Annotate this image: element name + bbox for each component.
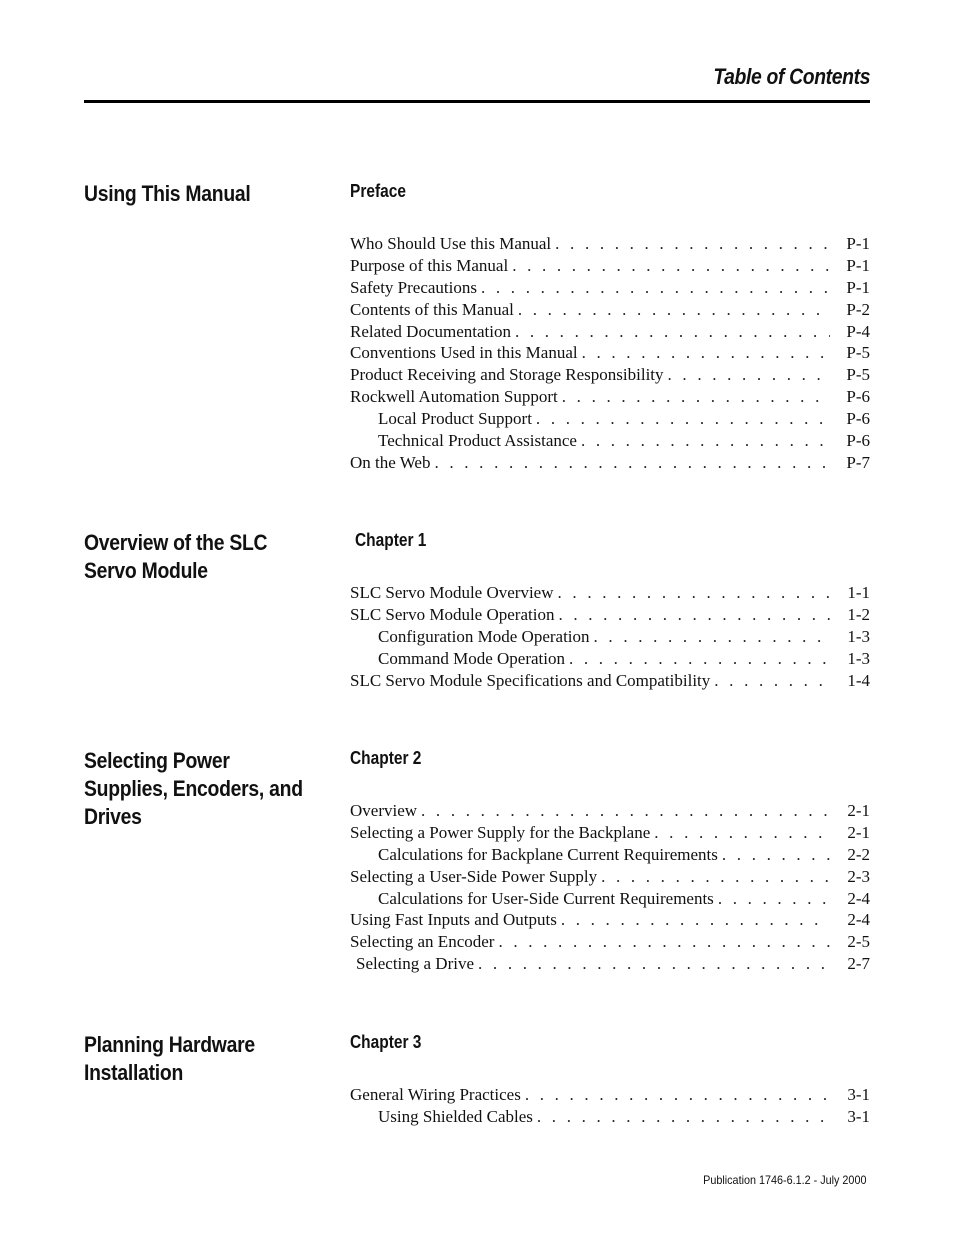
entry-page: 2-3 bbox=[847, 866, 870, 886]
entry-page: P-6 bbox=[846, 431, 870, 451]
toc-subentry[interactable] bbox=[350, 409, 870, 431]
leader-dots bbox=[562, 387, 830, 407]
toc-subentry[interactable] bbox=[350, 845, 870, 867]
toc-entry[interactable] bbox=[350, 671, 870, 693]
toc-subentry[interactable] bbox=[350, 649, 870, 671]
toc-entry[interactable] bbox=[350, 322, 870, 344]
entry-page: P-4 bbox=[846, 321, 870, 341]
entry-page: 2-5 bbox=[847, 932, 870, 952]
publication-footer: Publication 1746-6.1.2 - July 2000 bbox=[702, 1173, 866, 1187]
leader-dots bbox=[581, 431, 830, 451]
page-header bbox=[84, 62, 870, 103]
section-title: Overview of the SLC Servo Module bbox=[84, 530, 268, 583]
toc-subentry[interactable] bbox=[350, 1107, 870, 1129]
entry-page: 1-3 bbox=[847, 648, 870, 668]
entry-label: SLC Servo Module Operation bbox=[350, 604, 555, 624]
entry-label: Technical Product Assistance bbox=[378, 431, 577, 451]
toc-entry[interactable] bbox=[350, 387, 870, 409]
leader-dots bbox=[478, 954, 830, 974]
toc-entry-list bbox=[350, 1085, 870, 1129]
chapter-label: Chapter 3 bbox=[350, 1032, 422, 1052]
chapter-label: Chapter 1 bbox=[355, 530, 427, 550]
section-title: Using This Manual bbox=[84, 181, 251, 206]
leader-dots bbox=[714, 671, 830, 691]
entry-label: On the Web bbox=[350, 452, 431, 472]
leader-dots bbox=[722, 845, 830, 865]
entry-page: 1-4 bbox=[847, 670, 870, 690]
leader-dots bbox=[601, 867, 830, 887]
toc-subentry[interactable] bbox=[350, 627, 870, 649]
entry-label: Calculations for User-Side Current Requirements bbox=[378, 888, 714, 908]
leader-dots bbox=[582, 343, 830, 363]
entry-page: 1-2 bbox=[847, 604, 870, 624]
page-title: Table of Contents bbox=[713, 64, 870, 89]
entry-label: SLC Servo Module Overview bbox=[350, 583, 554, 602]
leader-dots bbox=[555, 234, 830, 254]
entry-label: Selecting a Drive bbox=[356, 954, 475, 974]
toc-entry[interactable] bbox=[350, 1085, 870, 1107]
leader-dots bbox=[537, 1107, 830, 1127]
toc-entry[interactable] bbox=[350, 605, 870, 627]
leader-dots bbox=[536, 409, 830, 429]
entry-label: Purpose of this Manual bbox=[350, 255, 509, 275]
entry-page: 2-1 bbox=[847, 822, 870, 842]
toc-entry[interactable] bbox=[350, 365, 870, 387]
section-title: Selecting Power Supplies, Encoders, and Drives bbox=[84, 748, 303, 829]
leader-dots bbox=[481, 278, 830, 298]
entry-label: Related Documentation bbox=[350, 321, 511, 341]
entry-label: General Wiring Practices bbox=[350, 1085, 521, 1104]
leader-dots bbox=[525, 1085, 830, 1105]
entry-page: P-5 bbox=[846, 343, 870, 363]
chapter-label: Preface bbox=[350, 181, 406, 201]
toc-entry-list bbox=[350, 801, 870, 976]
entry-page: P-2 bbox=[846, 299, 870, 319]
leader-dots bbox=[569, 649, 830, 669]
leader-dots bbox=[561, 910, 830, 930]
entry-page: P-5 bbox=[846, 365, 870, 385]
entry-page: 2-4 bbox=[847, 888, 870, 908]
leader-dots bbox=[512, 256, 830, 276]
entry-page: 1-1 bbox=[847, 583, 870, 602]
entry-page: 2-1 bbox=[847, 801, 870, 820]
entry-page: 3-1 bbox=[847, 1106, 870, 1126]
entry-label: Using Shielded Cables bbox=[378, 1106, 533, 1126]
entry-page: 2-2 bbox=[847, 844, 870, 864]
leader-dots bbox=[654, 823, 830, 843]
toc-entry[interactable] bbox=[350, 954, 870, 976]
entry-page: P-7 bbox=[846, 452, 870, 472]
entry-page: 2-7 bbox=[847, 954, 870, 974]
entry-label: SLC Servo Module Specifications and Compatibility bbox=[350, 670, 711, 690]
toc-subentry[interactable] bbox=[350, 889, 870, 911]
entry-label: Selecting a Power Supply for the Backplane bbox=[350, 822, 651, 842]
entry-label: Selecting a User-Side Power Supply bbox=[350, 866, 598, 886]
entry-label: Conventions Used in this Manual bbox=[350, 343, 578, 363]
entry-page: 1-3 bbox=[847, 626, 870, 646]
leader-dots bbox=[668, 365, 830, 385]
leader-dots bbox=[718, 889, 830, 909]
toc-entry[interactable] bbox=[350, 583, 870, 605]
toc-entry[interactable] bbox=[350, 343, 870, 365]
toc-entry[interactable] bbox=[350, 823, 870, 845]
leader-dots bbox=[434, 453, 830, 473]
leader-dots bbox=[518, 300, 830, 320]
toc-entry[interactable] bbox=[350, 234, 870, 256]
chapter-label: Chapter 2 bbox=[350, 748, 422, 768]
entry-label: Product Receiving and Storage Responsibility bbox=[350, 365, 664, 385]
entry-label: Overview bbox=[350, 801, 418, 820]
entry-page: P-6 bbox=[846, 387, 870, 407]
entry-label: Selecting an Encoder bbox=[350, 932, 495, 952]
toc-entry[interactable] bbox=[350, 256, 870, 278]
entry-label: Local Product Support bbox=[378, 409, 532, 429]
toc-entry-list bbox=[350, 583, 870, 692]
leader-dots bbox=[558, 583, 830, 603]
toc-entry[interactable] bbox=[350, 932, 870, 954]
entry-page: P-1 bbox=[846, 255, 870, 275]
leader-dots bbox=[594, 627, 830, 647]
entry-page: P-6 bbox=[846, 409, 870, 429]
entry-page: 2-4 bbox=[847, 910, 870, 930]
entry-label: Rockwell Automation Support bbox=[350, 387, 558, 407]
toc-entry[interactable] bbox=[350, 453, 870, 475]
toc-entry[interactable] bbox=[350, 300, 870, 322]
leader-dots bbox=[515, 322, 830, 342]
leader-dots bbox=[498, 932, 830, 952]
entry-page: P-1 bbox=[846, 277, 870, 297]
entry-label: Using Fast Inputs and Outputs bbox=[350, 910, 557, 930]
toc-subentry[interactable] bbox=[350, 431, 870, 453]
entry-label: Configuration Mode Operation bbox=[378, 626, 590, 646]
entry-page: P-1 bbox=[846, 234, 870, 253]
entry-label: Calculations for Backplane Current Requirements bbox=[378, 844, 718, 864]
section-title: Planning Hardware Installation bbox=[84, 1032, 255, 1085]
toc-entry-list bbox=[350, 234, 870, 475]
leader-dots bbox=[421, 801, 830, 821]
leader-dots bbox=[558, 605, 830, 625]
toc-entry[interactable] bbox=[350, 278, 870, 300]
entry-label: Safety Precautions bbox=[350, 277, 477, 297]
entry-label: Who Should Use this Manual bbox=[350, 234, 552, 253]
toc-entry[interactable] bbox=[350, 801, 870, 823]
toc-entry[interactable] bbox=[350, 910, 870, 932]
entry-page: 3-1 bbox=[847, 1085, 870, 1104]
toc-entry[interactable] bbox=[350, 867, 870, 889]
entry-label: Command Mode Operation bbox=[378, 648, 565, 668]
entry-label: Contents of this Manual bbox=[350, 299, 514, 319]
